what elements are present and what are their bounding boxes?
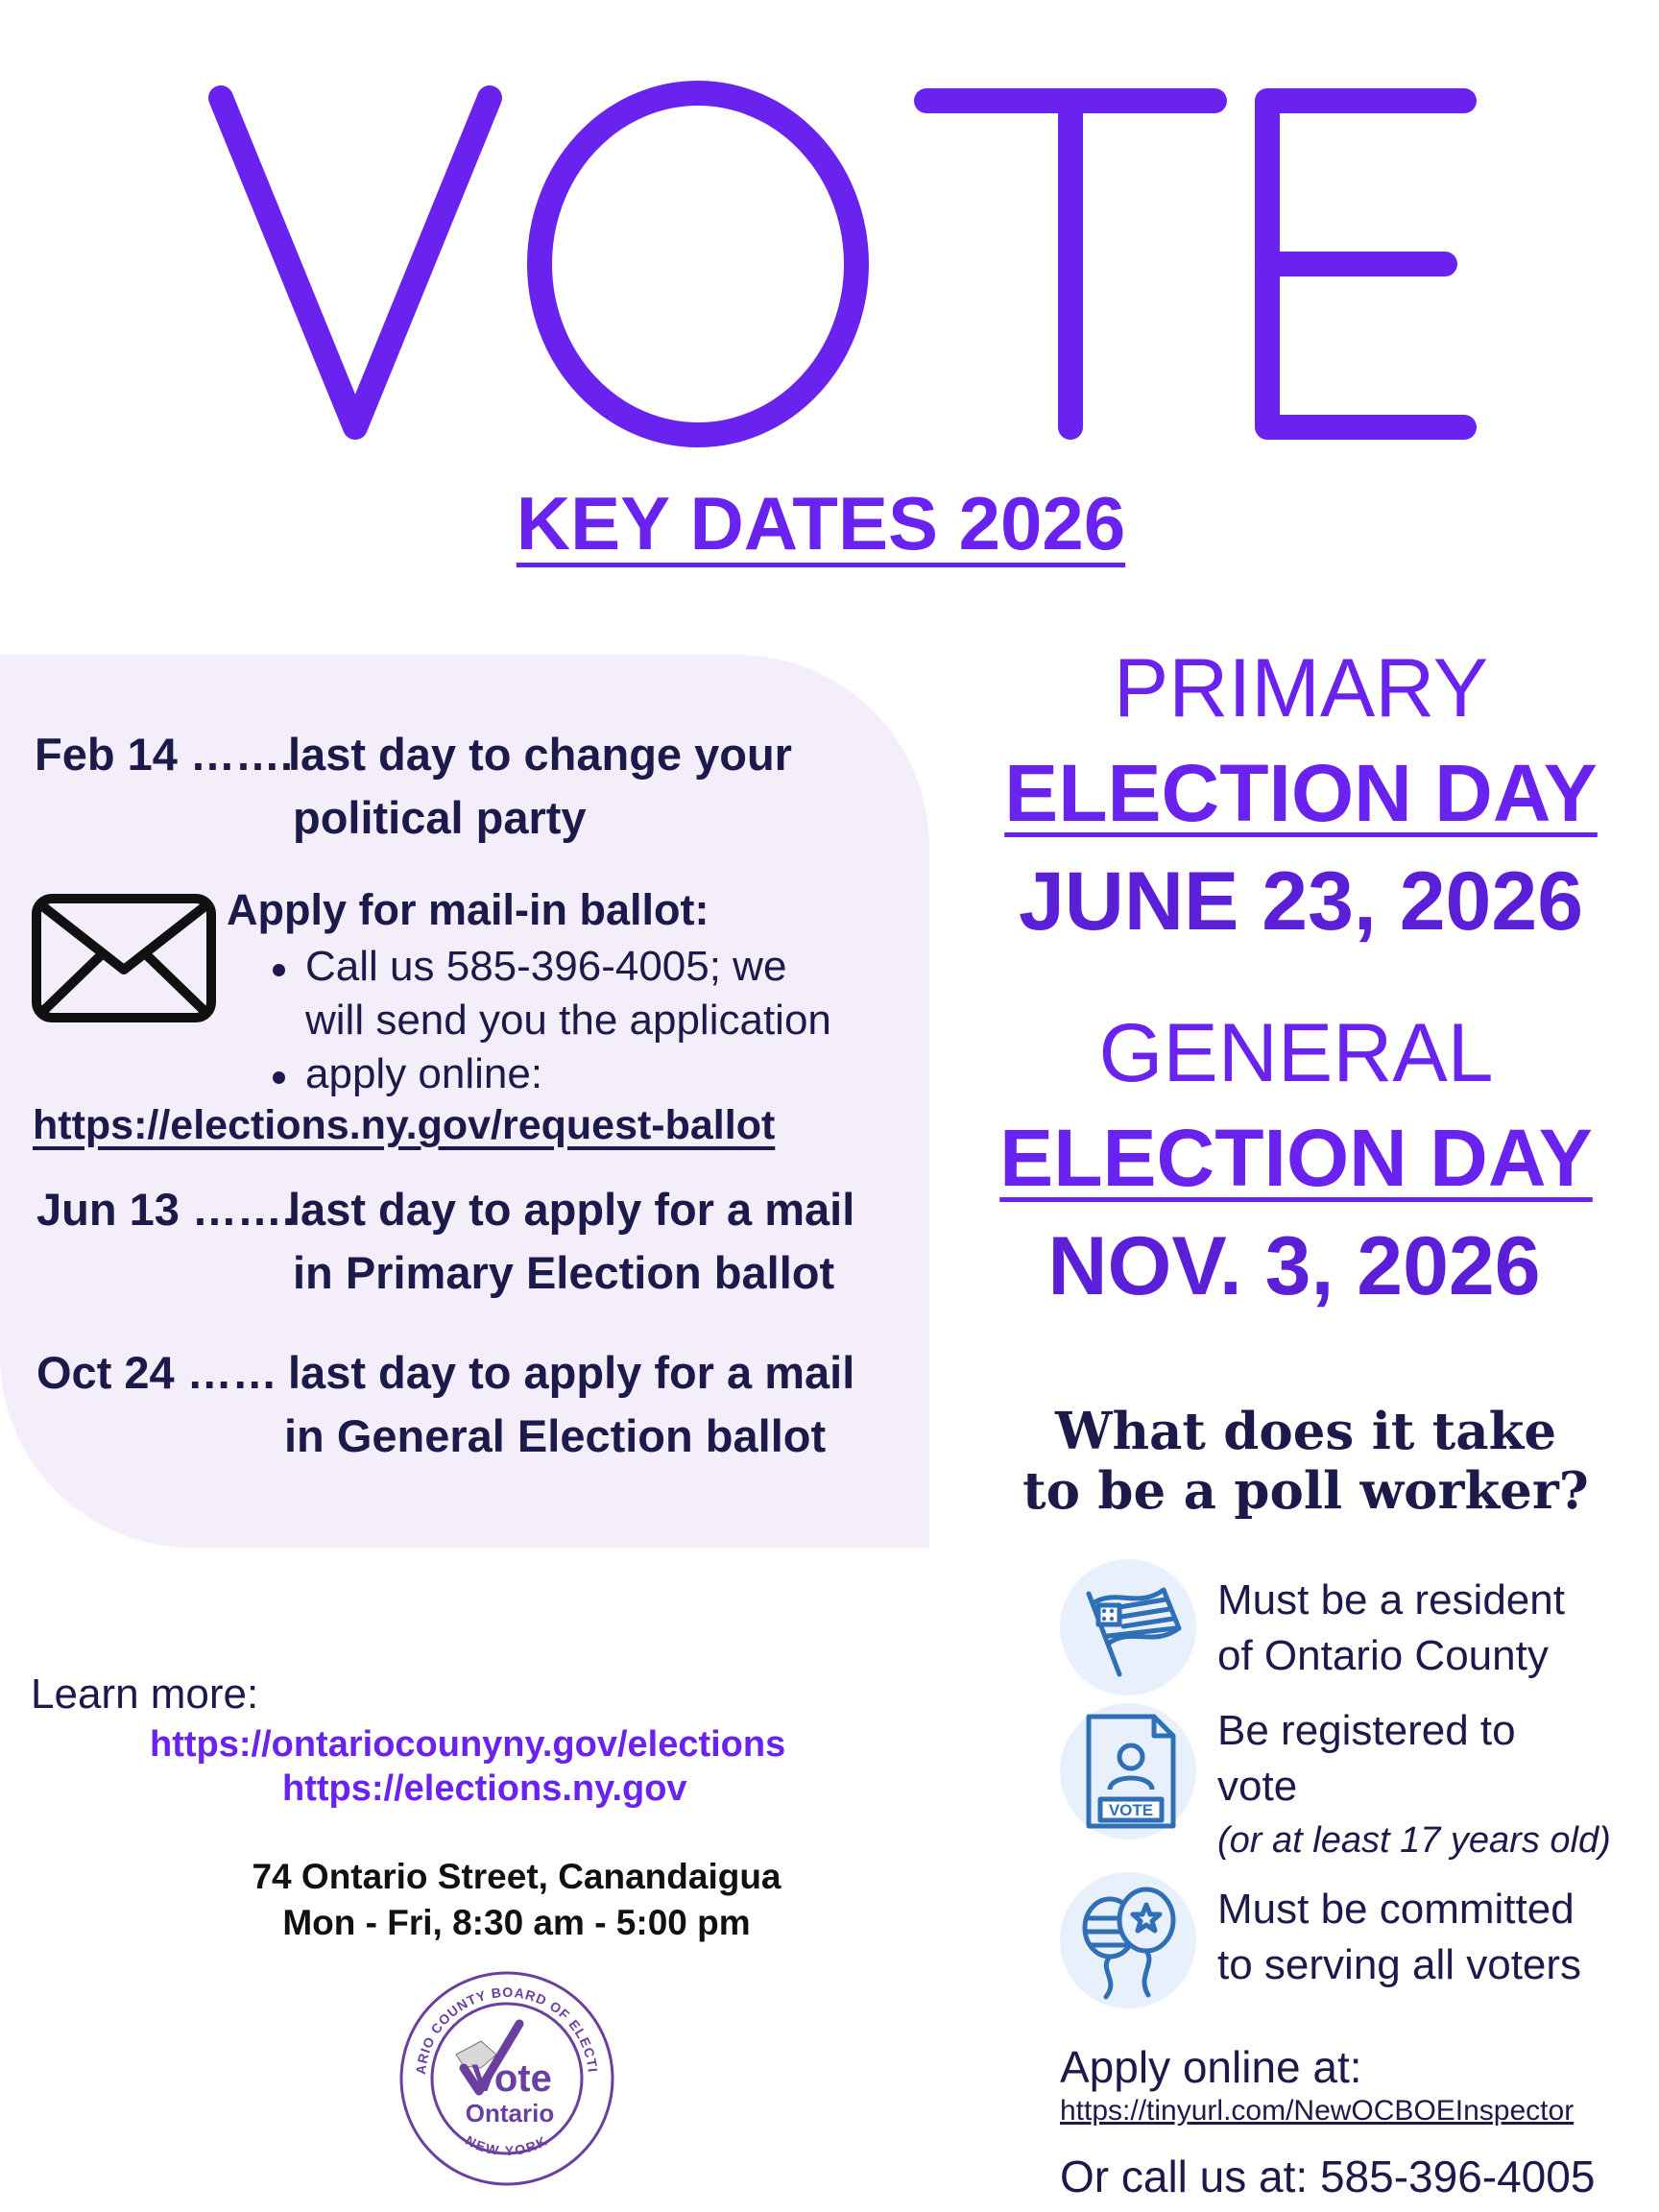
feb-desc-line2: political party bbox=[293, 792, 587, 843]
req-registered-note: (or at least 17 years old) bbox=[1217, 1820, 1611, 1861]
key-dates-heading: KEY DATES 2026 bbox=[516, 481, 1126, 565]
primary-heading: ELECTION DAY bbox=[1004, 748, 1598, 838]
req-resident-line1: Must be a resident bbox=[1217, 1576, 1565, 1623]
req-registered-line1: Be registered to bbox=[1217, 1707, 1516, 1754]
seal-bottom-text: NEW YORK bbox=[463, 2131, 551, 2159]
feb-date: Feb 14 ……. bbox=[35, 729, 294, 780]
vote-badge-text: VOTE bbox=[1108, 1801, 1154, 1819]
apply-online-link[interactable]: https://tinyurl.com/NewOCBOEInspector bbox=[1060, 2095, 1575, 2127]
mail-bullet1-line1: Call us 585-396-4005; we bbox=[305, 943, 787, 990]
learn-more-label: Learn more: bbox=[31, 1671, 259, 1718]
vote-title bbox=[0, 67, 1659, 451]
seal-word-ontario: Ontario bbox=[465, 2099, 555, 2128]
req-committed-line1: Must be committed bbox=[1217, 1886, 1575, 1933]
mail-bullet-dot-2 bbox=[273, 1071, 285, 1084]
req-resident-line2: of Ontario County bbox=[1217, 1632, 1549, 1679]
call-us-text: Or call us at: 585-396-4005 bbox=[1060, 2152, 1596, 2201]
learn-more-link-county[interactable]: https://ontariocounyny.gov/elections bbox=[150, 1724, 786, 1765]
flag-icon bbox=[1060, 1559, 1196, 1695]
seal-ring-text: ARIO COUNTY BOARD OF ELECTI bbox=[412, 1984, 601, 2076]
office-address: 74 Ontario Street, Canandaigua bbox=[252, 1857, 781, 1896]
feb-desc-line1: last day to change your bbox=[288, 729, 792, 780]
req-committed-line2: to serving all voters bbox=[1217, 1941, 1582, 1988]
office-hours: Mon - Fri, 8:30 am - 5:00 pm bbox=[282, 1903, 751, 1942]
req-registered-line2: vote bbox=[1217, 1763, 1298, 1810]
balloons-icon bbox=[1060, 1872, 1196, 2008]
apply-online-label: Apply online at: bbox=[1060, 2042, 1362, 2092]
mail-heading: Apply for mail-in ballot: bbox=[227, 885, 709, 934]
poll-worker-heading-line1: What does it take bbox=[1054, 1402, 1557, 1461]
vote-title-graphic bbox=[0, 67, 1659, 451]
jun-desc-line2: in Primary Election ballot bbox=[293, 1247, 835, 1298]
primary-date: JUNE 23, 2026 bbox=[1018, 855, 1584, 948]
jun-desc-line1: last day to apply for a mail bbox=[288, 1184, 855, 1235]
oct-desc-line2: in General Election ballot bbox=[284, 1410, 827, 1461]
poll-worker-heading-line2: to be a poll worker? bbox=[1022, 1461, 1589, 1521]
primary-label: PRIMARY bbox=[1113, 642, 1489, 734]
oct-desc-line1: last day to apply for a mail bbox=[288, 1347, 855, 1398]
general-date: NOV. 3, 2026 bbox=[1047, 1220, 1541, 1312]
mail-bullet1-line2: will send you the application bbox=[305, 997, 831, 1044]
learn-more-link-state[interactable]: https://elections.ny.gov bbox=[282, 1768, 687, 1809]
mail-bullet-dot-1 bbox=[273, 964, 285, 976]
mail-ballot-link[interactable]: https://elections.ny.gov/request-ballot bbox=[33, 1102, 776, 1148]
general-heading: ELECTION DAY bbox=[999, 1113, 1593, 1203]
vote-document-icon bbox=[1060, 1703, 1196, 1839]
vote-ontario-seal-logo bbox=[397, 1968, 617, 2189]
envelope-icon bbox=[31, 893, 217, 1023]
jun-date: Jun 13 ……. bbox=[36, 1184, 296, 1235]
seal-word-vote: Vote bbox=[471, 2057, 552, 2100]
oct-date: Oct 24 …… bbox=[36, 1347, 277, 1398]
general-label: GENERAL bbox=[1098, 1007, 1494, 1099]
mail-bullet2: apply online: bbox=[305, 1050, 543, 1097]
